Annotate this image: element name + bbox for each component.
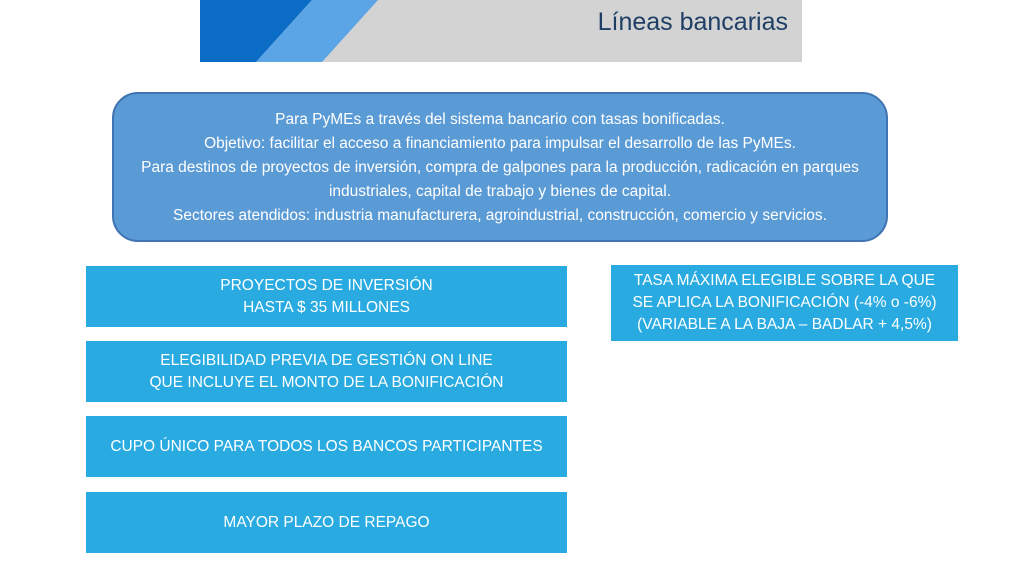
investment-projects-box: [86, 266, 567, 327]
online-eligibility-line-1: ELEGIBILIDAD PREVIA DE GESTIÓN ON LINE: [160, 351, 493, 369]
investment-projects-label: PROYECTOS DE INVERSIÓN: [220, 276, 433, 294]
page-title: Líneas bancarias: [597, 8, 788, 36]
repayment-term-label: MAYOR PLAZO DE REPAGO: [223, 513, 430, 531]
summary-line-destinations: Para destinos de proyectos de inversión, compra de galpones para la producción, radicación en parques industriales, capital de trabajo y bienes de capital.: [141, 159, 859, 200]
online-eligibility-box: [86, 341, 567, 402]
single-quota-label: CUPO ÚNICO PARA TODOS LOS BANCOS PARTICIPANTES: [110, 437, 543, 455]
max-rate-line-1: TASA MÁXIMA ELEGIBLE SOBRE LA QUE: [633, 272, 936, 289]
repayment-term-box: [86, 492, 567, 553]
max-rate-box: [611, 265, 958, 341]
single-quota-box: [86, 416, 567, 477]
online-eligibility-line-2: QUE INCLUYE EL MONTO DE LA BONIFICACIÓN: [149, 373, 504, 391]
max-rate-line-2: SE APLICA LA BONIFICACIÓN (-4% o -6%): [632, 294, 937, 311]
summary-line-target: Para PyMEs a través del sistema bancario con tasas bonificadas.: [275, 111, 725, 128]
max-rate-line-3: (VARIABLE A LA BAJA – BADLAR + 4,5%): [637, 316, 932, 333]
summary-line-objective: Objetivo: facilitar el acceso a financiamiento para impulsar el desarrollo de las PyMEs.: [204, 135, 796, 152]
summary-panel: [112, 92, 888, 242]
title-banner: [200, 0, 802, 62]
investment-projects-amount: HASTA $ 35 MILLONES: [243, 298, 410, 316]
summary-line-sectors: Sectores atendidos: industria manufacturera, agroindustrial, construcción, comercio y servicios.: [173, 207, 827, 224]
